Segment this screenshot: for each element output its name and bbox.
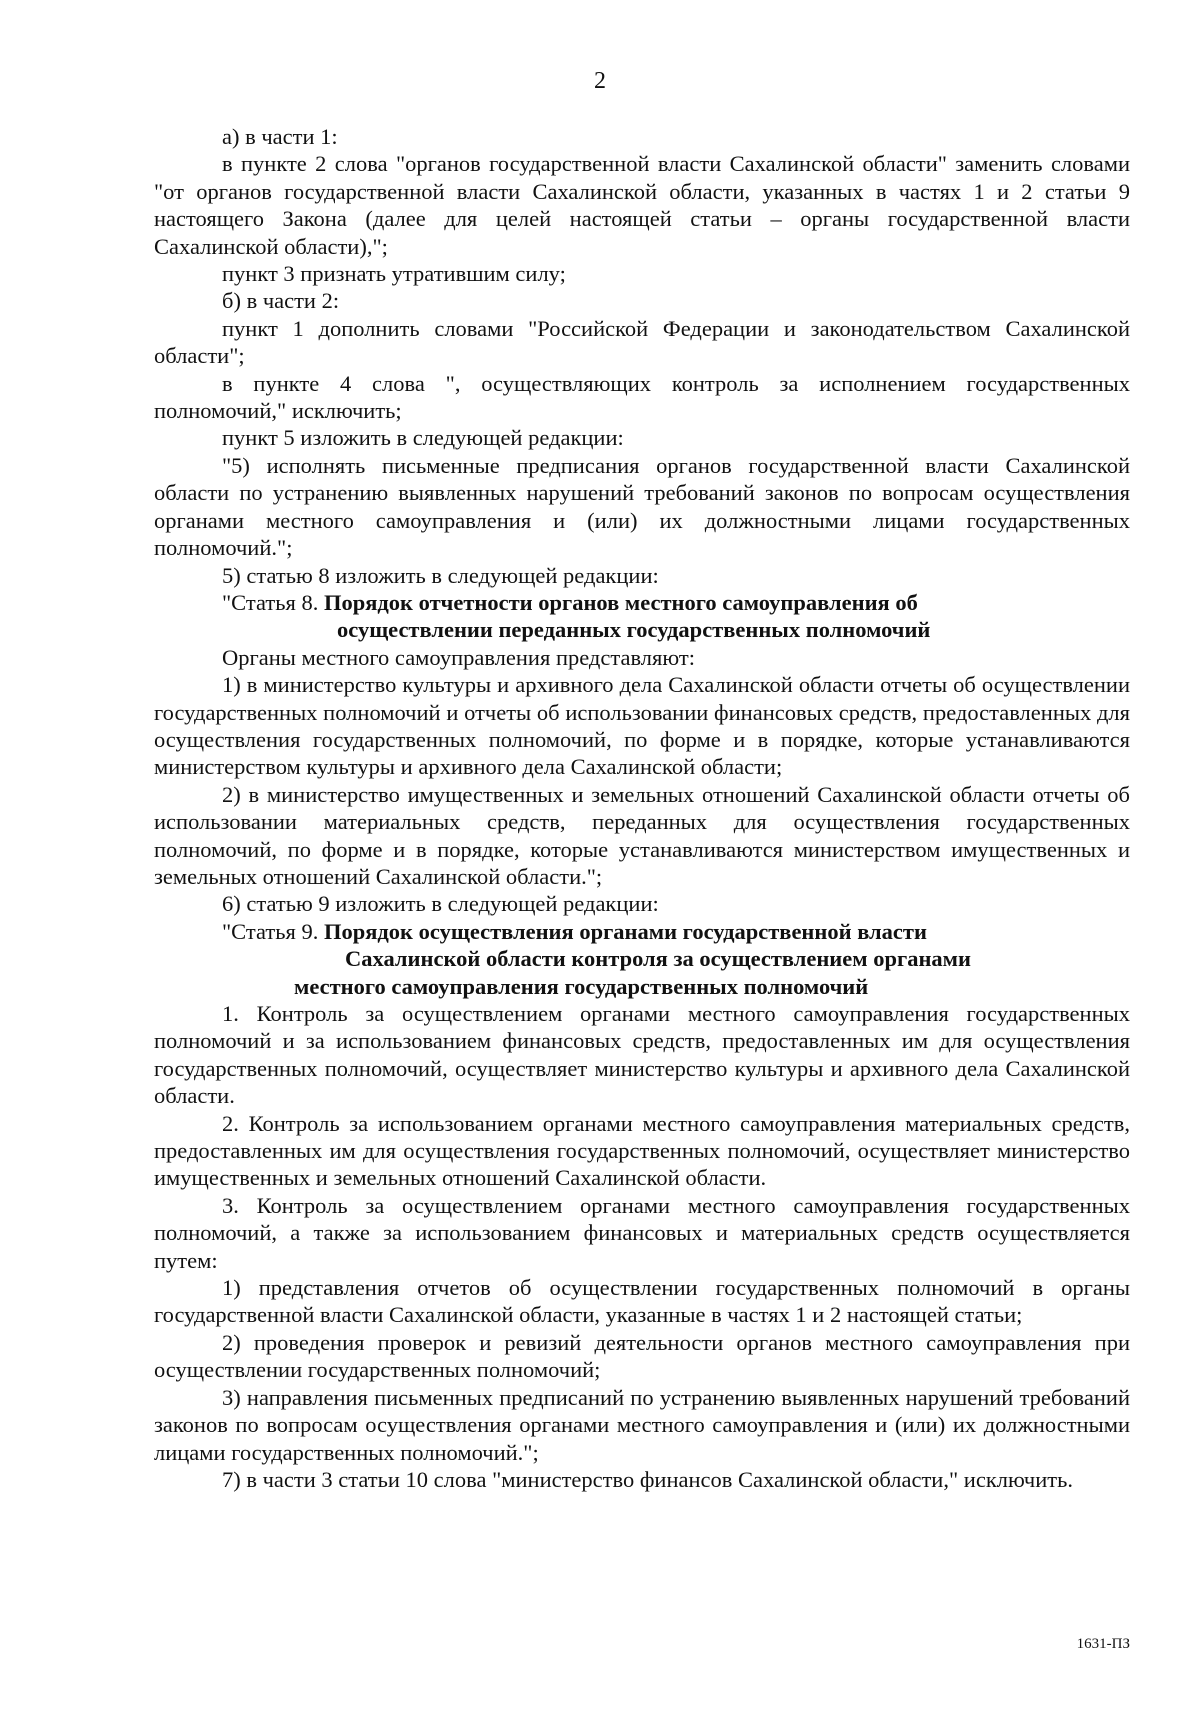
- paragraph: 3) направления письменных предписаний по устранению выявленных нарушений требований законов по вопросам осуществления органами местного самоуправления и (или) их должностными лицами государственных полномочий.";: [154, 1384, 1130, 1465]
- paragraph: 2) проведения проверок и ревизий деятельности органов местного самоуправления при осуществлении государственных полномочий;: [154, 1329, 1130, 1383]
- paragraph: в пункте 2 слова "органов государственной власти Сахалинской области" заменить словами "от органов государственной власти Сахалинской области, указанных в частях 1 и 2 статьи 9 настоящего Закона (далее для целей настоящей статьи – органы государственной власти Сахалинской области),";: [154, 151, 1130, 259]
- paragraph: б) в части 2:: [222, 288, 340, 314]
- paragraph: пункт 5 изложить в следующей редакции:: [222, 425, 624, 451]
- article-9-title-line1: Порядок осуществления органами государственной власти: [323, 918, 927, 944]
- article-9-heading: [154, 918, 1130, 1000]
- document-body: [154, 123, 1130, 1493]
- article-9-title-line2: Сахалинской области контроля за осуществлением органами: [345, 946, 971, 972]
- article-9-title-line3: местного самоуправления государственных полномочий: [294, 973, 869, 999]
- article-8-prefix: "Статья 8.: [222, 589, 319, 615]
- paragraph: 1. Контроль за осуществлением органами местного самоуправления государственных полномочий и за использованием финансовых средств, предоставленных им для осуществления государственных полномочий, осуществляет министерство культуры и архивного дела Сахалинской области.: [154, 1001, 1130, 1109]
- paragraph: а) в части 1:: [222, 124, 338, 149]
- paragraph: 2) в министерство имущественных и земельных отношений Сахалинской области отчеты об использовании материальных средств, переданных для осуществления государственных полномочий, по форме и в порядке, которые устанавливаются министерством имущественных и земельных отношений Сахалинской области.";: [154, 781, 1130, 889]
- paragraph: "5) исполнять письменные предписания органов государственной власти Сахалинской области по устранению выявленных нарушений требований законов по вопросам осуществления органами местного самоуправления и (или) их должностными лицами государственных полномочий.";: [154, 452, 1130, 561]
- article-9-prefix: "Статья 9.: [222, 918, 319, 944]
- paragraph: 3. Контроль за осуществлением органами местного самоуправления государственных полномочий, а также за использованием финансовых и материальных средств осуществляется путем:: [154, 1192, 1130, 1273]
- paragraph: 2. Контроль за использованием органами местного самоуправления материальных средств, предоставленных им для осуществления государственных полномочий, осуществляет министерство имущественных и земельных отношений Сахалинской области.: [154, 1110, 1130, 1191]
- paragraph: 1) представления отчетов об осуществлении государственных полномочий в органы государственной власти Сахалинской области, указанные в частях 1 и 2 настоящей статьи;: [154, 1275, 1130, 1328]
- paragraph: в пункте 4 слова ", осуществляющих контроль за исполнением государственных полномочий," исключить;: [154, 370, 1130, 424]
- page-number: 2: [594, 68, 606, 94]
- paragraph: Органы местного самоуправления представляют:: [222, 644, 695, 670]
- document-code: 1631-ПЗ: [1076, 1636, 1130, 1652]
- article-8-title-line2: осуществлении переданных государственных полномочий: [337, 617, 931, 643]
- paragraph: пункт 1 дополнить словами "Российской Федерации и законодательством Сахалинской области";: [154, 315, 1130, 369]
- paragraph: 1) в министерство культуры и архивного дела Сахалинской области отчеты об осуществлении государственных полномочий и отчеты об использовании финансовых средств, предоставленных для осуществления государственных полномочий, по форме и в порядке, которые устанавливаются министерством культуры и архивного дела Сахалинской области;: [154, 672, 1130, 780]
- paragraph: 7) в части 3 статьи 10 слова "министерство финансов Сахалинской области," исключить.: [222, 1466, 1074, 1492]
- paragraph: 6) статью 9 изложить в следующей редакции:: [222, 891, 659, 917]
- paragraph: пункт 3 признать утратившим силу;: [222, 261, 566, 287]
- article-8-title-line1: Порядок отчетности органов местного самоуправления об: [323, 589, 918, 615]
- paragraph: 5) статью 8 изложить в следующей редакции:: [222, 562, 659, 588]
- article-8-heading: [154, 589, 1130, 644]
